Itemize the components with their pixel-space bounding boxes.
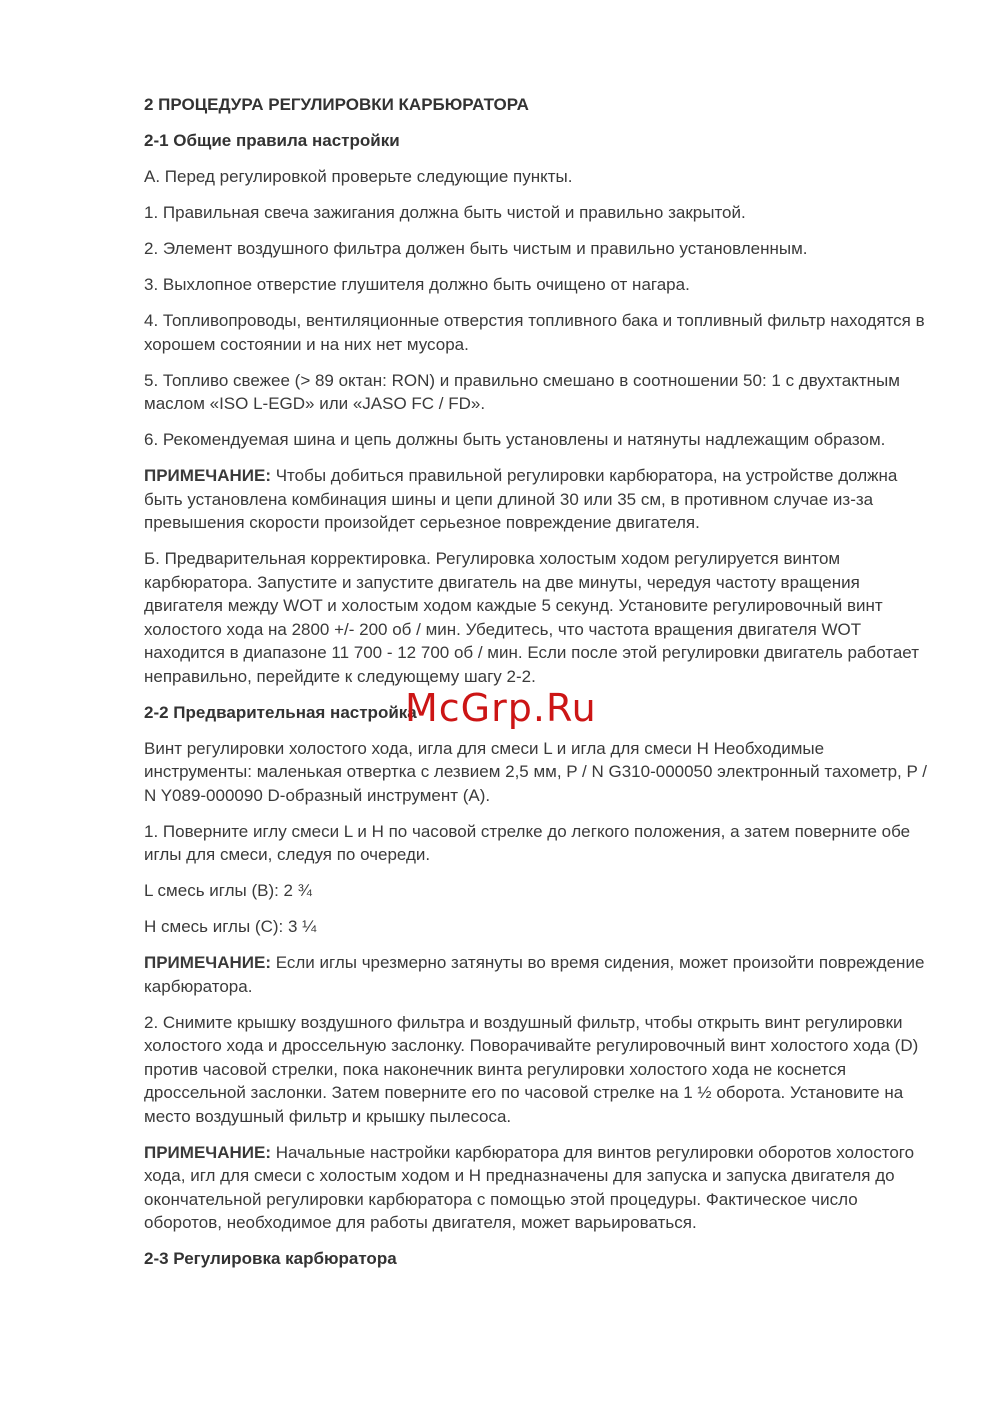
note-text: Чтобы добиться правильной регулировки карбюратора, на устройстве должна быть установлена комбинация шины и цепи длиной 30 или 35 см, в противном случае из-за превышения скорости произойдет серьезное повреждение двигателя.	[144, 466, 898, 532]
note-paragraph	[144, 464, 934, 535]
main-heading: 2 ПРОЦЕДУРА РЕГУЛИРОВКИ КАРБЮРАТОРА	[144, 95, 529, 114]
l-needle-setting: L смесь иглы (B): 2 ¾	[144, 881, 312, 900]
note-text: Начальные настройки карбюратора для винтов регулировки оборотов холостого хода, игл для смеси с холостым ходом и H предназначены для запуска и запуска двигателя до окончательной регулировки карбюратора с помощью этой процедуры. Фактическое число оборотов, необходимое для работы двигателя, может варьироваться.	[144, 1142, 915, 1232]
section-2-2-intro: Винт регулировки холостого хода, игла для смеси L и игла для смеси H Необходимые инструменты: маленькая отвертка с лезвием 2,5 мм, P / N G310-000050 электронный тахометр, P / N Y089-000090 D-образный инструмент (A).	[144, 738, 927, 805]
h-needle-setting: H смесь иглы (C): 3 ¼	[144, 917, 317, 936]
note-paragraph	[144, 951, 934, 998]
step-2-paragraph: 2. Снимите крышку воздушного фильтра и воздушный фильтр, чтобы открыть винт регулировки холостого хода и дроссельную заслонку. Поворачивайте регулировочный винт холостого хода (D) против часовой стрелки, пока наконечник винта регулировки холостого хода не коснется дроссельной заслонки. Затем поверните его по часовой стрелке на 1 ½ оборота. Установите на место воздушный фильтр и крышку пылесоса.	[144, 1012, 919, 1126]
document-page	[144, 93, 934, 1283]
note-label: ПРИМЕЧАНИЕ:	[144, 1142, 271, 1162]
watermark: McGrp.Ru	[405, 686, 597, 730]
check-item-2: 2. Элемент воздушного фильтра должен быть чистым и правильно установленным.	[144, 239, 808, 258]
check-item-5: 5. Топливо свежее (> 89 октан: RON) и правильно смешано в соотношении 50: 1 с двухтактным маслом «ISO L-EGD» или «JASO FC / FD».	[144, 370, 900, 413]
check-item-3: 3. Выхлопное отверстие глушителя должно быть очищено от нагара.	[144, 275, 690, 294]
note-label: ПРИМЕЧАНИЕ:	[144, 953, 271, 972]
check-item-4: 4. Топливопроводы, вентиляционные отверстия топливного бака и топливный фильтр находятся в хорошем состоянии и на них нет мусора.	[144, 311, 925, 354]
step-1-paragraph: 1. Поверните иглу смеси L и H по часовой стрелке до легкого положения, а затем поверните обе иглы для смеси, следуя по очереди.	[144, 821, 911, 864]
note-label: ПРИМЕЧАНИЕ:	[144, 466, 271, 485]
check-item-6: 6. Рекомендуемая шина и цепь должны быть установлены и натянуты надлежащим образом.	[144, 430, 886, 449]
check-item-1: 1. Правильная свеча зажигания должна быть чистой и правильно закрытой.	[144, 203, 746, 222]
section-2-2-heading: 2-2 Предварительная настройка	[144, 702, 417, 722]
pre-adjustment-paragraph: Б. Предварительная корректировка. Регулировка холостым ходом регулируется винтом карбюратора. Запустите и запустите двигатель на две минуты, чередуя частоту вращения двигателя между WOT и холостым ходом каждые 5 секунд. Установите регулировочный винт холостого хода на 2800 +/- 200 об / мин. Убедитесь, что частота вращения двигателя WOT находится в диапазоне 11 700 - 12 700 об / мин. Если после этой регулировки двигатель работает неправильно, перейдите к следующему шагу 2-2.	[144, 549, 919, 686]
section-2-3-heading: 2-3 Регулировка карбюратора	[144, 1249, 397, 1268]
note-paragraph	[144, 1141, 934, 1235]
section-2-1-heading: 2-1 Общие правила настройки	[144, 131, 400, 150]
section-2-1-intro: А. Перед регулировкой проверьте следующие пункты.	[144, 167, 573, 186]
note-text: Если иглы чрезмерно затянуты во время сидения, может произойти повреждение карбюратора.	[144, 953, 925, 996]
